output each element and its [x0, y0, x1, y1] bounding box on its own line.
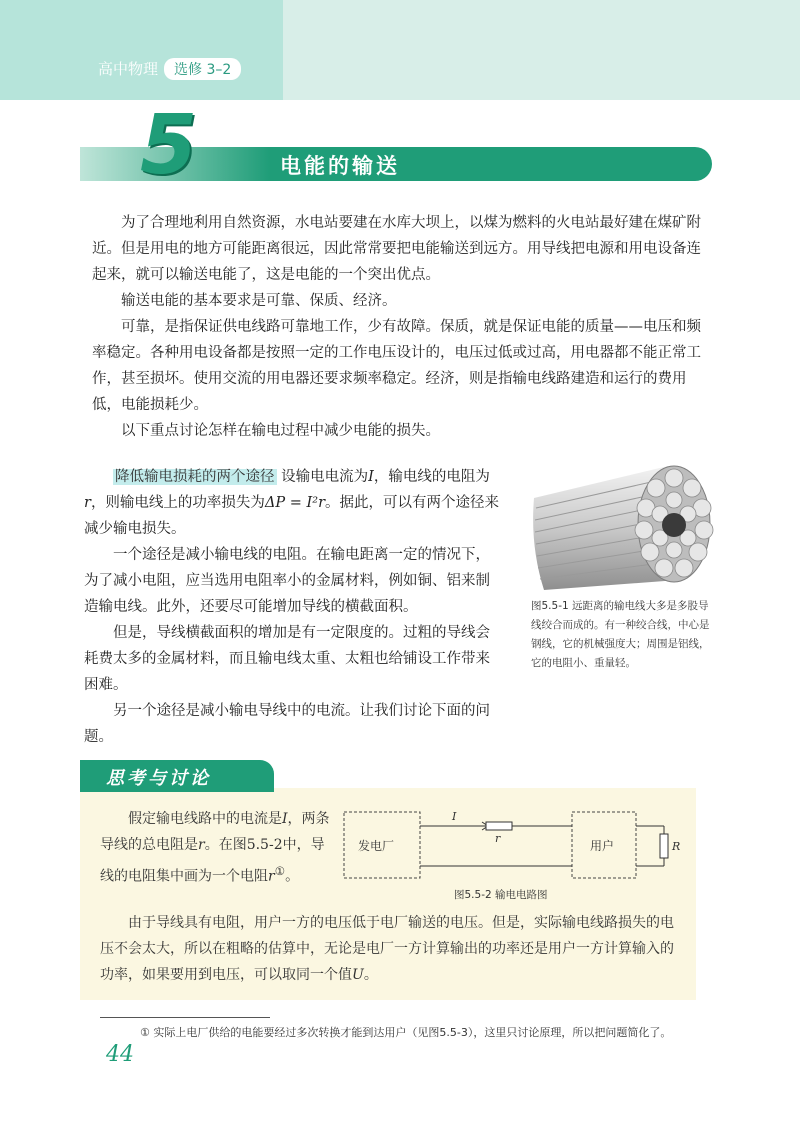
intro-paragraph-1: 为了合理地利用自然资源，水电站要建在水库大坝上，以煤为燃料的火电站最好建在煤矿附近。但是用电的地方可能距离很远，因此常常要把电能输送到远方。用导线把电源和用电设备连起来，就可以输送电能了，这是电能的一个突出优点。	[92, 215, 701, 283]
think-var-r: r	[198, 837, 205, 853]
think-q-a: 假定输电线路中的电流是	[128, 811, 282, 827]
section-paragraph-4: 另一个途径是减小输电导线中的电流。让我们讨论下面的问题。	[84, 703, 490, 745]
intro-text	[92, 210, 708, 444]
wire-resistance-label: r	[495, 832, 501, 845]
section-p1-d: 。据此，可以有两个途径来减少输电损失。	[84, 495, 500, 537]
intro-paragraph-2: 输送电能的基本要求是可靠、保质、经济。	[121, 293, 397, 309]
think-paragraph-1	[100, 806, 330, 890]
section-p1-b: ，输电线的电阻为	[373, 469, 490, 485]
header-band-right	[283, 0, 800, 100]
footnote-divider	[100, 1017, 270, 1018]
footnote-marker: ①	[274, 864, 286, 878]
wire-resistor	[486, 822, 512, 830]
load-resistance-label: R	[672, 840, 681, 853]
stranded-cable-photo	[528, 458, 716, 594]
think-paragraph-2	[100, 910, 686, 988]
user-label: 用户	[590, 839, 615, 853]
think-var-I: I	[282, 811, 288, 827]
header-band	[0, 0, 283, 100]
var-I: I	[368, 469, 374, 485]
think-discuss-title: 思考与讨论	[106, 768, 211, 789]
section-p1-a: 设输电电流为	[281, 469, 369, 485]
think-question	[100, 806, 330, 890]
formula: ΔP = I²r	[264, 495, 326, 511]
section-p1-c: ，则输电线上的功率损失为	[90, 495, 265, 511]
think-q-c: 。在图5.5-2中，导线的电阻集中画为一个电阻	[100, 837, 325, 885]
think-var-r2: r	[268, 868, 275, 885]
var-r: r	[84, 495, 91, 511]
think-explanation	[100, 910, 686, 988]
think-var-U: U	[352, 967, 364, 983]
think-p2-b: 。	[363, 967, 378, 983]
load-resistor	[660, 834, 668, 858]
section-heading: 降低输电损耗的两个途径	[115, 469, 275, 485]
figure-1-caption: 图5.5-1 远距离的输电线大多是多股导线绞合而成的。有一种绞合线，中心是钢线，它的机械强度大；周围是铝线，它的电阻小、重量轻。	[531, 600, 710, 669]
chapter-number: 5	[140, 98, 198, 193]
intro-paragraph-4: 以下重点讨论怎样在输电过程中减少电能的损失。	[121, 423, 440, 439]
volume-badge: 选修 3–2	[164, 58, 241, 80]
chapter-title: 电能的输送	[280, 154, 400, 178]
intro-paragraph-3: 可靠，是指保证供电线路可靠地工作，少有故障。保质，就是保证电能的质量——电压和频率稳定。各种用电设备都是按照一定的工作电压设计的，电压过低或过高，用电器都不能正常工作，甚至损坏。使用交流的用电器还要求频率稳定。经济，则是指输电线路建造和运行的费用低，电能损耗少。	[92, 319, 701, 413]
book-subject: 高中物理	[98, 60, 159, 78]
think-q-b: ，两条导线的总电阻是	[100, 811, 330, 853]
plant-label: 发电厂	[358, 839, 395, 853]
page-number: 44	[106, 1042, 134, 1067]
section-paragraph-1	[84, 464, 502, 542]
section-paragraph-3: 但是，导线横截面积的增加是有一定限度的。过粗的导线会耗费太多的金属材料，而且输电线太重、太粗也给铺设工作带来困难。	[84, 625, 490, 693]
section-text	[84, 464, 502, 750]
think-q-d: 。	[285, 868, 300, 885]
section-paragraph-2: 一个途径是减小输电线的电阻。在输电距离一定的情况下，为了减小电阻，应当选用电阻率小的金属材料，例如铜、铝来制造输电线。此外，还要尽可能增加导线的横截面积。	[84, 547, 490, 615]
footnote: ① 实际上电厂供给的电能要经过多次转换才能到达用户（见图5.5-3），这里只讨论原理，所以把问题简化了。	[140, 1026, 672, 1039]
figure-2-caption: 图5.5-2 输电电路图	[454, 889, 548, 901]
book-title	[98, 58, 241, 80]
current-label: I	[452, 810, 457, 823]
think-p2-a: 由于导线具有电阻，用户一方的电压低于电厂输送的电压。但是，实际输电线路损失的电压不会太大，所以在粗略的估算中，无论是电厂一方计算输出的功率还是用户一方计算输入的功率，如果要用到电压，可以取同一个值	[100, 915, 674, 983]
